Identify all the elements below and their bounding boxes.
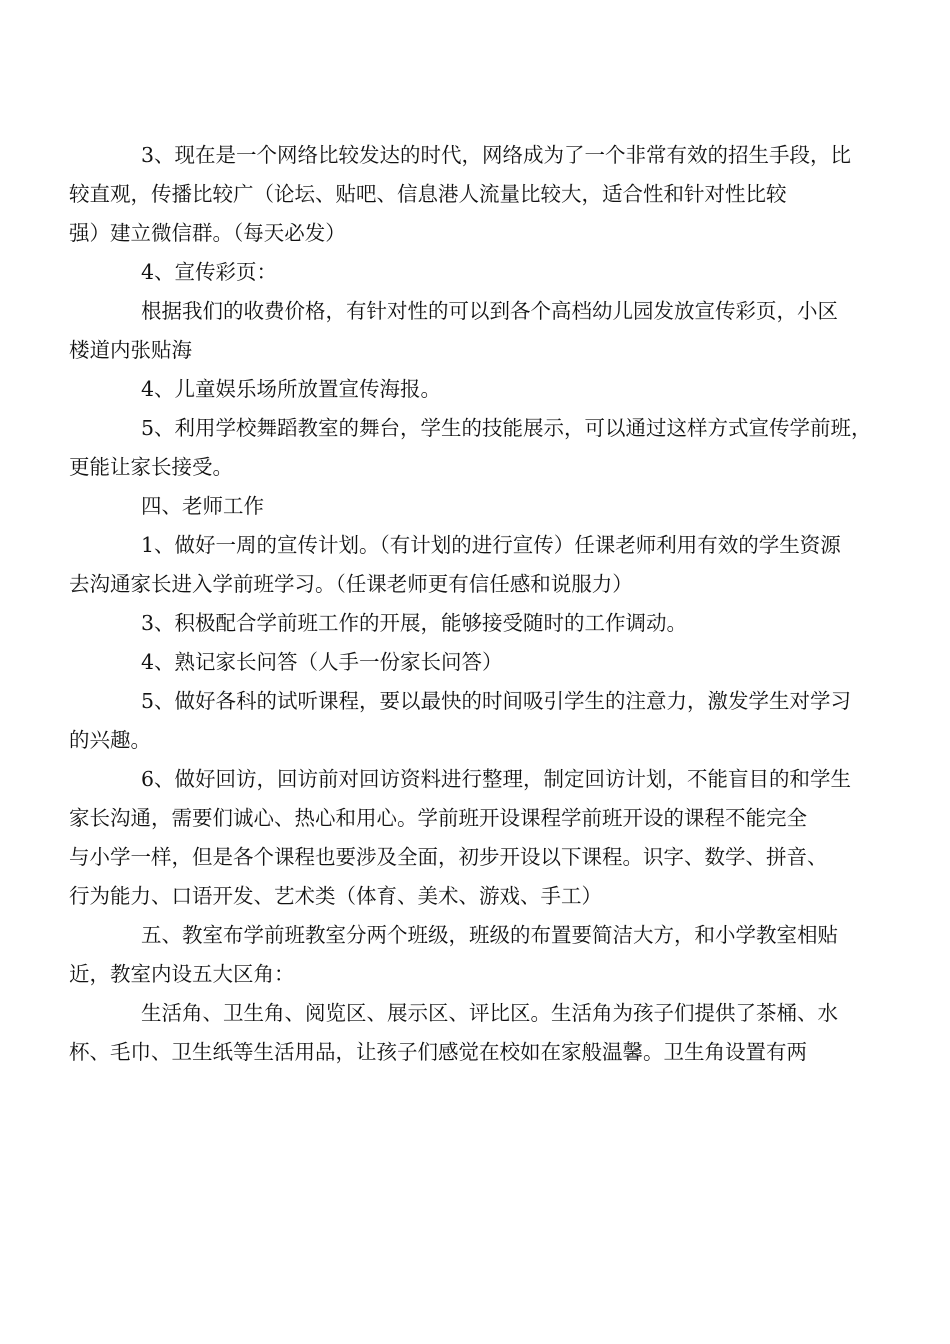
- text-line: 3、现在是一个网络比较发达的时代，网络成为了一个非常有效的招生手段，比: [141, 143, 852, 167]
- text-line: 生活角、卫生角、阅览区、展示区、评比区。生活角为孩子们提供了茶桶、水: [141, 1001, 838, 1025]
- text-line: 与小学一样，但是各个课程也要涉及全面，初步开设以下课程。识字、数学、拼音、: [69, 845, 828, 869]
- text-line: 更能让家长接受。: [69, 455, 233, 479]
- text-line: 根据我们的收费价格，有针对性的可以到各个高档幼儿园发放宣传彩页，小区: [141, 299, 838, 323]
- text-line: 3、积极配合学前班工作的开展，能够接受随时的工作调动。: [141, 611, 688, 635]
- text-line: 行为能力、口语开发、艺术类（体育、美术、游戏、手工）: [69, 884, 602, 908]
- text-line: 楼道内张贴海: [69, 338, 192, 362]
- text-line: 五、教室布学前班教室分两个班级，班级的布置要简洁大方，和小学教室相贴: [141, 923, 838, 947]
- text-line: 杯、毛巾、卫生纸等生活用品，让孩子们感觉在校如在家般温馨。卫生角设置有两: [69, 1040, 807, 1064]
- text-line: 家长沟通，需要们诚心、热心和用心。学前班开设课程学前班开设的课程不能完全: [69, 806, 807, 830]
- text-line: 的兴趣。: [69, 728, 151, 752]
- paragraph-5-trial-lessons: [69, 682, 855, 760]
- text-line: 4、儿童娱乐场所放置宣传海报。: [141, 377, 442, 401]
- text-line: 近，教室内设五大区角：: [69, 962, 295, 986]
- paragraph-1-weekly-plan: [69, 526, 855, 604]
- paragraph-6-follow-up: [69, 760, 855, 916]
- text-line: 较直观，传播比较广（论坛、贴吧、信息港人流量比较大，适合性和针对性比较: [69, 182, 787, 206]
- paragraph-4-parent-qa: [105, 643, 855, 682]
- text-line: 6、做好回访，回访前对回访资料进行整理，制定回访计划，不能盲目的和学生: [141, 767, 852, 791]
- paragraph-3-online-promotion: [69, 136, 855, 253]
- paragraph-flyers-detail: [69, 292, 855, 370]
- document-body: [69, 136, 872, 1072]
- paragraph-5-dance-stage: [69, 409, 872, 487]
- paragraph-corner-areas: [69, 994, 855, 1072]
- paragraph-4-posters: [105, 370, 855, 409]
- text-line: 四、老师工作: [141, 494, 264, 518]
- text-line: 5、做好各科的试听课程，要以最快的时间吸引学生的注意力，激发学生对学习: [141, 689, 852, 713]
- paragraph-4-flyers-heading: [105, 253, 855, 292]
- text-line: 4、宣传彩页：: [141, 260, 278, 284]
- section-heading-teacher-work: [105, 487, 855, 526]
- text-line: 1、做好一周的宣传计划。（有计划的进行宣传）任课老师利用有效的学生资源: [141, 533, 841, 557]
- text-line: 强）建立微信群。（每天必发）: [69, 221, 346, 245]
- text-line: 5、利用学校舞蹈教室的舞台，学生的技能展示，可以通过这样方式宣传学前班，: [141, 416, 872, 440]
- text-line: 4、熟记家长问答（人手一份家长问答）: [141, 650, 503, 674]
- paragraph-3-cooperate: [105, 604, 855, 643]
- text-line: 去沟通家长进入学前班学习。（任课老师更有信任感和说服力）: [69, 572, 633, 596]
- section-heading-classroom-layout: [69, 916, 855, 994]
